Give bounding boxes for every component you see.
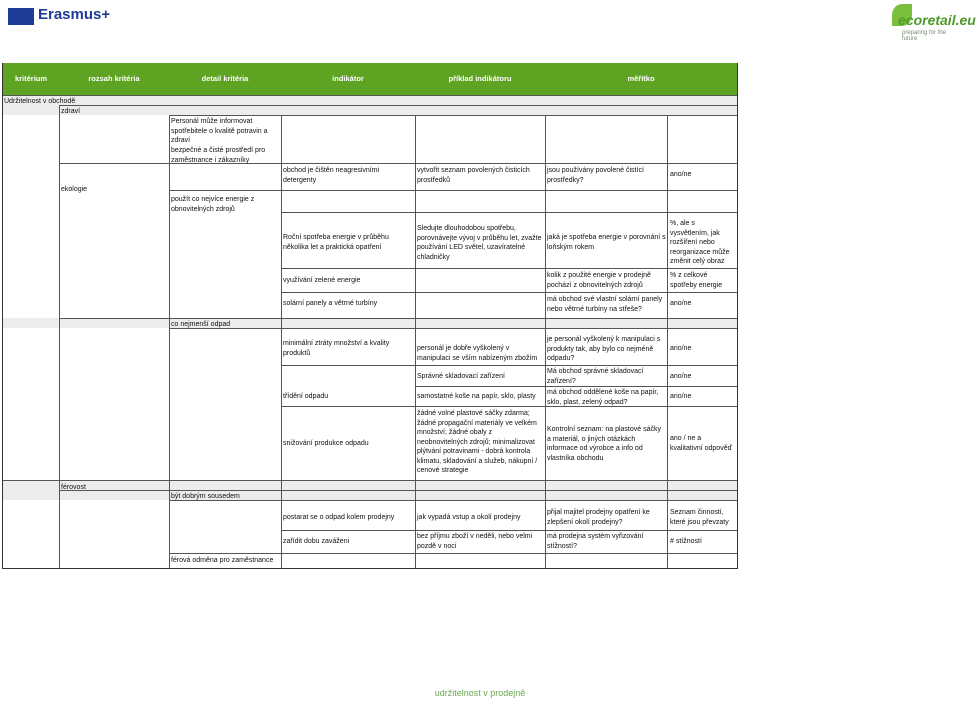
header-meritko: měřítko [545,63,737,95]
example-text: žádné volné plastové sáčky zdarma; žádné propagační materiály ve velkém množství; žádné obaly z neobnovitelných zdrojů; minimalizovat plýtvání potravinami - dobrá kontrola klimatu, skladování a služeb, nákupní / cenové strategie [417,410,538,474]
indicator-text: zařídit dobu zaváženi [283,538,350,545]
measure-text: # stížností [670,538,702,545]
divider [281,292,737,293]
indicator-text: Roční spotřeba energie v průběhu několika let a praktická opatření [283,234,389,251]
erasmus-logo-text: Erasmus+ [38,6,111,23]
divider [281,365,737,366]
detail-text: být dobrým sousedem [171,493,240,500]
example-text: vytvořit seznam povolených čisticích prostředků [417,167,530,184]
example-text: Správné skladovací zařízení [417,373,505,380]
measure-text: ano/ne [670,171,692,178]
indicator-text: minimální ztráty množství a kvality produktů [283,340,390,357]
example-text: personál je dobře vyškolený v manipulaci se vším nabízeným zbožím [417,345,538,362]
example-text: Sledujte dlouhodobou spotřebu, porovnávejte vývoj v průběhu let, zvažte používání LED světel, uzavíratelné chladničky [417,225,542,261]
header-priklad: příklad indikátoru [415,63,545,95]
section-health-label: zdraví [61,108,81,115]
divider [3,95,737,96]
indicator-text: solární panely a větrné turbíny [283,300,378,307]
divider [281,406,737,407]
divider [281,530,737,531]
detail-text: férová odměna pro zaměstnance [171,557,274,564]
divider [59,105,60,568]
divider [415,115,416,568]
divider [169,115,170,568]
divider [281,268,737,269]
measure-text: ano/ne [670,373,692,380]
question-text: má obchod oddělené koše na papír, sklo, plast, zelený odpad? [547,389,659,406]
ecoretail-logo-text: ecoretail.eu [898,12,976,28]
indicator-text: postarat se o odpad kolem prodejny [283,514,395,521]
section-ecology-label: ekologie [61,186,88,193]
indicator-text: snižování produkce odpadu [283,440,369,447]
measure-text: ano/ne [670,345,692,352]
measure-text: ano / ne a kvalitativní odpověď [670,435,732,452]
indicator-text: využívání zelené energie [283,277,361,284]
detail-text: použít co nejvíce energie z obnovitelných zdrojů [171,196,255,213]
example-text: jak vypadá vstup a okolí prodejny [417,514,521,521]
measure-text: ano/ne [670,300,692,307]
ecoretail-tagline: preparing for the future [902,30,947,42]
example-text: samostatné koše na papír, sklo, plasty [417,393,536,400]
divider [169,553,737,554]
divider [3,480,737,481]
header-kriterium: kritérium [3,63,59,95]
divider [667,115,668,568]
header-indikator: indikátor [281,63,415,95]
question-text: Kontrolní seznam: na plastové sáčky a materiál, o jiných otázkách informace od výrobce a info od vlastníka obchodu [547,426,662,462]
measure-text: Seznam činností, které jsou převzaty [670,509,729,526]
example-text: bez příjmu zboží v neděli, nebo velmi pozdě v noci [417,533,533,550]
question-text: má prodejna systém vyřizování stížností? [547,533,644,550]
header-detail: detail kritéria [169,63,281,95]
divider [59,163,737,164]
question-text: má obchod své vlastní solární panely nebo větrné turbíny na střeše? [547,296,663,313]
section-fairness-label: férovost [61,484,86,491]
measure-text: ano/ne [670,393,692,400]
detail-text: bezpečné a čisté prostředí pro zaměstnance i zákazníky [171,147,266,164]
row-band [3,318,737,328]
detail-text: co nejmenší odpad [171,321,231,328]
divider [281,115,282,568]
eu-flag-icon [8,8,34,25]
section-main-label: Udržitelnost v obchodě [4,98,76,105]
question-text: Má obchod správné skladovací zařízení? [547,368,644,385]
divider [415,386,737,387]
question-text: jaká je spotřeba energie v porovnání s loňským rokem [547,234,666,251]
divider [281,212,737,213]
divider [545,115,546,568]
question-text: je personál vyškolený k manipulaci s produkty tak, aby bylo co nejméně odpadu? [547,336,661,362]
divider [59,105,737,106]
header-rozsah: rozsah kritéria [59,63,169,95]
divider [59,318,737,319]
question-text: jsou používány povolené čistící prostředky? [547,167,644,184]
indicator-text: obchod je čištěn neagresivními detergenty [283,167,380,184]
detail-text: Personál může informovat spotřebitele o kvalitě potravin a zdraví [171,118,268,144]
divider [169,115,737,116]
divider [169,190,737,191]
question-text: kolik z použité energie v prodejně pochází z obnovitelných zdrojů [547,272,651,289]
footer-caption: udržitelnost v prodejně [434,688,526,698]
divider [59,490,737,491]
measure-text: %, ale s vysvětlením, jak rozšíření nebo reorganizace může změnit celý obraz [670,220,730,265]
indicator-text: třídění odpadu [283,393,329,400]
measure-text: % z celkové spotřeby energie [670,272,723,289]
question-text: přijal majitel prodejny opatření ke zlepšení okolí prodejny? [547,509,650,526]
